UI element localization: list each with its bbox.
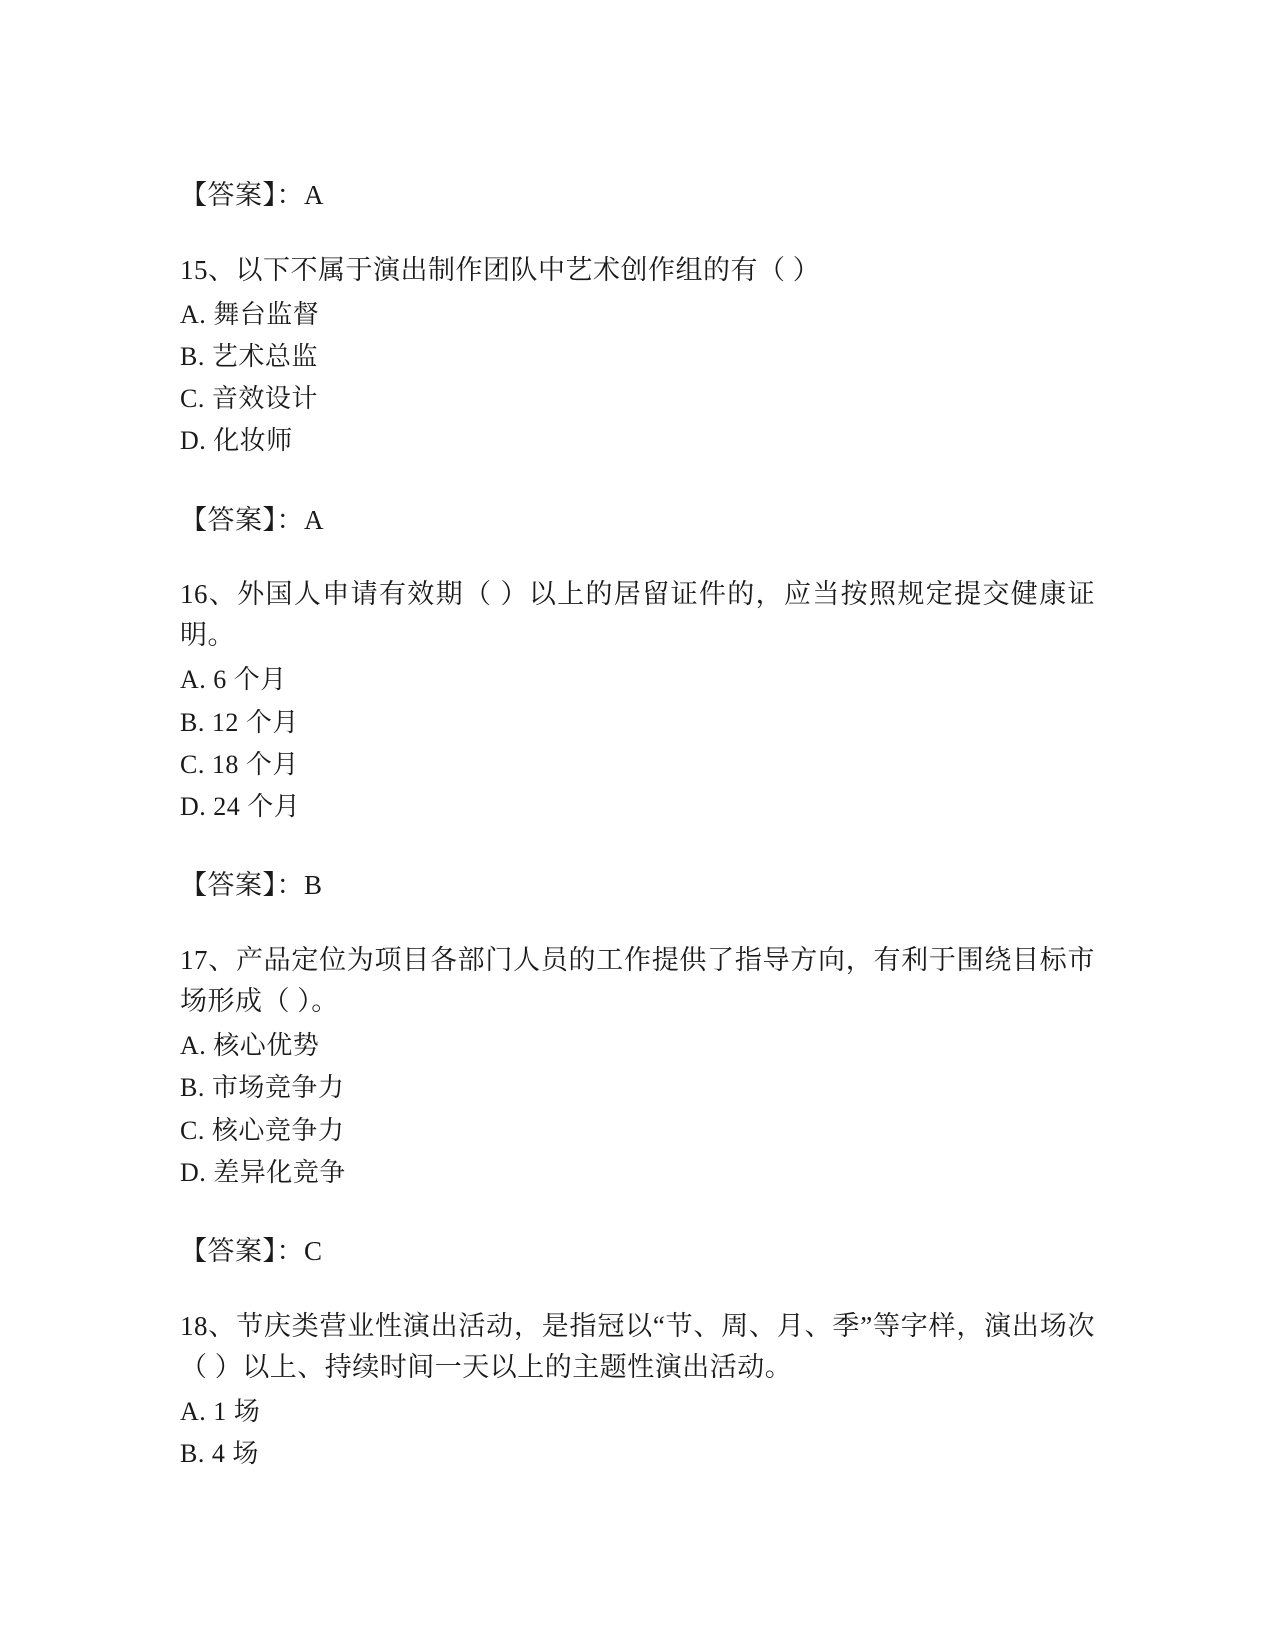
option-a: A. 核心优势 [180, 1031, 320, 1061]
option-b: B. 艺术总监 [180, 341, 318, 371]
answer-line: 【答案】：B [180, 870, 323, 901]
question-block-17 [180, 940, 1095, 1193]
question-block-18 [180, 1306, 1095, 1475]
question-stem [180, 250, 1095, 291]
option-a: A. 舞台监督 [180, 299, 320, 329]
question-text: 产品定位为项目各部门人员的工作提供了指导方向，有利于围绕目标市场形成（ ）。 [180, 944, 1095, 1016]
question-stem [180, 574, 1095, 656]
question-text: 外国人申请有效期（ ）以上的居留证件的，应当按照规定提交健康证明。 [180, 579, 1095, 651]
option-a: A. 6 个月 [180, 665, 287, 695]
question-stem [180, 940, 1095, 1022]
option-c: C. 18 个月 [180, 749, 299, 779]
question-text: 以下不属于演出制作团队中艺术创作组的有（ ） [235, 254, 821, 285]
option-b: B. 市场竞争力 [180, 1073, 345, 1103]
question-block-16 [180, 574, 1095, 827]
answer-line: 【答案】：A [180, 180, 324, 210]
spacer [180, 1195, 1095, 1231]
answer-line: 【答案】：C [180, 1236, 323, 1267]
option-c: C. 音效设计 [180, 384, 318, 414]
spacer [180, 829, 1095, 865]
option-a: A. 1 场 [180, 1396, 261, 1426]
question-stem [180, 1306, 1095, 1388]
option-d: D. 化妆师 [180, 426, 293, 456]
answer-line: 【答案】：A [180, 504, 324, 535]
question-number: 15、 [180, 254, 236, 285]
question-block-15 [180, 250, 1095, 462]
question-text: 节庆类营业性演出活动，是指冠以“节、周、月、季”等字样，演出场次（ ）以上、持续时间一天以上的主题性演出活动。 [180, 1310, 1095, 1382]
option-c: C. 核心竞争力 [180, 1115, 345, 1145]
option-d: D. 差异化竞争 [180, 1157, 346, 1187]
question-number: 16、 [180, 579, 238, 610]
option-d: D. 24 个月 [180, 792, 301, 822]
question-number: 17、 [180, 944, 236, 975]
question-number: 18、 [180, 1310, 237, 1341]
option-b: B. 12 个月 [180, 707, 299, 737]
spacer [180, 464, 1095, 500]
option-b: B. 4 场 [180, 1439, 259, 1469]
